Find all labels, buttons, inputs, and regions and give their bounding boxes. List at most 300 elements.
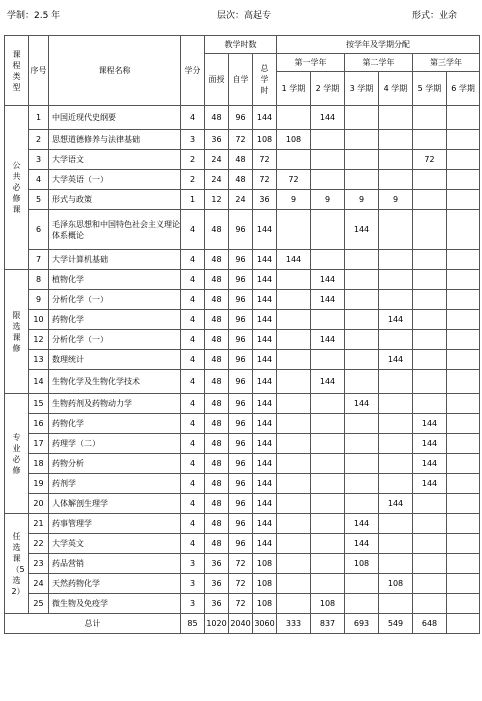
total-hours-cell: 72 xyxy=(253,150,277,170)
term-1-cell xyxy=(277,290,311,310)
table-row xyxy=(5,150,480,170)
total-hours-cell: 144 xyxy=(253,394,277,414)
total-hours-cell: 108 xyxy=(253,574,277,594)
term-2-cell xyxy=(311,434,345,454)
term-4-cell xyxy=(379,554,413,574)
term-1-cell xyxy=(277,106,311,130)
term-1-cell: 144 xyxy=(277,250,311,270)
course-name-cell: 药物化学 xyxy=(49,310,181,330)
table-row xyxy=(5,454,480,474)
term-4-cell: 144 xyxy=(379,350,413,370)
term-4-cell xyxy=(379,534,413,554)
credit-cell: 3 xyxy=(181,594,205,614)
credit-cell: 4 xyxy=(181,370,205,394)
total-hours-cell: 144 xyxy=(253,494,277,514)
seq-cell: 4 xyxy=(29,170,49,190)
term-5-cell: 72 xyxy=(413,150,447,170)
term-2-cell xyxy=(311,250,345,270)
term-4-cell xyxy=(379,394,413,414)
self-study-cell: 96 xyxy=(229,250,253,270)
term-3-cell xyxy=(345,414,379,434)
term-1-cell xyxy=(277,414,311,434)
self-study-cell: 96 xyxy=(229,534,253,554)
table-row xyxy=(5,330,480,350)
lecture-cell: 24 xyxy=(205,150,229,170)
course-name-cell: 生物药剂及药物动力学 xyxy=(49,394,181,414)
header-term: 5 学期 xyxy=(413,72,447,106)
lecture-cell: 48 xyxy=(205,250,229,270)
self-study-cell: 96 xyxy=(229,290,253,310)
course-name-cell: 大学英文 xyxy=(49,534,181,554)
header-meta xyxy=(0,0,482,30)
course-name-cell: 毛泽东思想和中国特色社会主义理论体系概论 xyxy=(49,210,181,250)
term-3-cell xyxy=(345,130,379,150)
total-term-5-cell: 648 xyxy=(413,614,447,634)
self-study-cell: 96 xyxy=(229,210,253,250)
table-row xyxy=(5,250,480,270)
lecture-cell: 48 xyxy=(205,534,229,554)
term-2-cell xyxy=(311,310,345,330)
credit-cell: 3 xyxy=(181,574,205,594)
lecture-cell: 48 xyxy=(205,210,229,250)
term-6-cell xyxy=(447,414,480,434)
credit-cell: 2 xyxy=(181,170,205,190)
total-term-3-cell: 693 xyxy=(345,614,379,634)
lecture-cell: 36 xyxy=(205,554,229,574)
table-row xyxy=(5,106,480,130)
lecture-cell: 48 xyxy=(205,330,229,350)
self-study-cell: 96 xyxy=(229,350,253,370)
table-row xyxy=(5,514,480,534)
course-category-cell: 限选课修 xyxy=(5,270,29,394)
course-name-cell: 中国近现代史纲要 xyxy=(49,106,181,130)
term-2-cell xyxy=(311,574,345,594)
term-2-cell xyxy=(311,170,345,190)
form-label: 形式：业余 xyxy=(412,11,458,21)
term-2-cell xyxy=(311,514,345,534)
lecture-cell: 48 xyxy=(205,370,229,394)
term-3-cell xyxy=(345,454,379,474)
term-6-cell xyxy=(447,130,480,150)
lecture-cell: 48 xyxy=(205,310,229,330)
term-3-cell: 144 xyxy=(345,514,379,534)
seq-cell: 24 xyxy=(29,574,49,594)
term-1-cell xyxy=(277,270,311,290)
term-1-cell: 108 xyxy=(277,130,311,150)
term-5-cell xyxy=(413,130,447,150)
total-hours-cell: 108 xyxy=(253,594,277,614)
term-5-cell xyxy=(413,270,447,290)
lecture-cell: 48 xyxy=(205,514,229,534)
term-2-cell: 144 xyxy=(311,270,345,290)
term-2-cell xyxy=(311,394,345,414)
self-study-cell: 96 xyxy=(229,494,253,514)
term-2-cell xyxy=(311,474,345,494)
term-4-cell xyxy=(379,150,413,170)
term-3-cell: 144 xyxy=(345,210,379,250)
term-4-cell: 144 xyxy=(379,310,413,330)
term-2-cell xyxy=(311,150,345,170)
term-1-cell: 72 xyxy=(277,170,311,190)
term-1-cell xyxy=(277,514,311,534)
term-6-cell xyxy=(447,394,480,414)
credit-cell: 4 xyxy=(181,270,205,290)
seq-cell: 16 xyxy=(29,414,49,434)
credit-cell: 4 xyxy=(181,514,205,534)
course-name-cell: 药物化学 xyxy=(49,414,181,434)
course-name-cell: 数理统计 xyxy=(49,350,181,370)
table-row xyxy=(5,474,480,494)
table-row xyxy=(5,594,480,614)
table-row xyxy=(5,434,480,454)
total-hours-cell: 144 xyxy=(253,350,277,370)
header-hours-group: 教学时数 xyxy=(205,36,277,54)
header-self-study: 自学 xyxy=(229,54,253,106)
total-hours-cell: 108 xyxy=(253,130,277,150)
seq-cell: 17 xyxy=(29,434,49,454)
header-term: 1 学期 xyxy=(277,72,311,106)
term-5-cell xyxy=(413,514,447,534)
term-1-cell xyxy=(277,330,311,350)
term-2-cell xyxy=(311,554,345,574)
term-4-cell xyxy=(379,474,413,494)
term-3-cell xyxy=(345,330,379,350)
total-hours-cell: 72 xyxy=(253,170,277,190)
term-5-cell xyxy=(413,534,447,554)
totals-row xyxy=(5,614,480,634)
lecture-cell: 48 xyxy=(205,290,229,310)
term-3-cell xyxy=(345,310,379,330)
term-1-cell xyxy=(277,494,311,514)
term-3-cell xyxy=(345,170,379,190)
header-total-hours: 总学时 xyxy=(253,54,277,106)
term-4-cell xyxy=(379,514,413,534)
seq-cell: 20 xyxy=(29,494,49,514)
header-year-2: 第二学年 xyxy=(345,54,413,72)
table-row xyxy=(5,554,480,574)
term-3-cell xyxy=(345,494,379,514)
course-category-cell: 专业必修 xyxy=(5,394,29,514)
term-6-cell xyxy=(447,310,480,330)
term-4-cell xyxy=(379,330,413,350)
term-4-cell: 9 xyxy=(379,190,413,210)
term-1-cell xyxy=(277,554,311,574)
term-3-cell: 144 xyxy=(345,534,379,554)
self-study-cell: 96 xyxy=(229,310,253,330)
term-6-cell xyxy=(447,534,480,554)
seq-cell: 9 xyxy=(29,290,49,310)
credit-cell: 4 xyxy=(181,106,205,130)
term-5-cell xyxy=(413,290,447,310)
term-3-cell xyxy=(345,150,379,170)
term-4-cell xyxy=(379,434,413,454)
lecture-cell: 48 xyxy=(205,106,229,130)
term-6-cell xyxy=(447,434,480,454)
seq-cell: 5 xyxy=(29,190,49,210)
lecture-cell: 12 xyxy=(205,190,229,210)
term-5-cell xyxy=(413,350,447,370)
self-study-cell: 96 xyxy=(229,270,253,290)
term-6-cell xyxy=(447,514,480,534)
seq-cell: 22 xyxy=(29,534,49,554)
term-3-cell xyxy=(345,350,379,370)
total-hours-cell: 144 xyxy=(253,534,277,554)
curriculum-table xyxy=(4,35,480,634)
term-1-cell xyxy=(277,150,311,170)
course-name-cell: 形式与政策 xyxy=(49,190,181,210)
term-4-cell: 144 xyxy=(379,494,413,514)
self-study-cell: 72 xyxy=(229,554,253,574)
term-3-cell xyxy=(345,434,379,454)
course-name-cell: 大学语文 xyxy=(49,150,181,170)
credit-cell: 4 xyxy=(181,494,205,514)
total-hours-cell: 144 xyxy=(253,414,277,434)
term-6-cell xyxy=(447,330,480,350)
credit-cell: 4 xyxy=(181,210,205,250)
term-4-cell xyxy=(379,170,413,190)
term-3-cell xyxy=(345,250,379,270)
self-study-cell: 72 xyxy=(229,574,253,594)
term-6-cell xyxy=(447,474,480,494)
seq-cell: 2 xyxy=(29,130,49,150)
term-3-cell xyxy=(345,574,379,594)
credit-cell: 4 xyxy=(181,330,205,350)
term-6-cell xyxy=(447,574,480,594)
term-5-cell xyxy=(413,370,447,394)
lecture-cell: 48 xyxy=(205,434,229,454)
course-name-cell: 思想道德修养与法律基础 xyxy=(49,130,181,150)
table-row xyxy=(5,190,480,210)
header-term: 6 学期 xyxy=(447,72,480,106)
total-hours-cell: 144 xyxy=(253,290,277,310)
term-6-cell xyxy=(447,270,480,290)
total-term-6-cell xyxy=(447,614,480,634)
term-1-cell xyxy=(277,370,311,394)
term-3-cell xyxy=(345,474,379,494)
term-1-cell: 9 xyxy=(277,190,311,210)
term-1-cell xyxy=(277,474,311,494)
self-study-cell: 96 xyxy=(229,434,253,454)
course-name-cell: 植物化学 xyxy=(49,270,181,290)
term-6-cell xyxy=(447,170,480,190)
seq-cell: 6 xyxy=(29,210,49,250)
total-total-hours-cell: 3060 xyxy=(253,614,277,634)
term-5-cell xyxy=(413,210,447,250)
course-name-cell: 微生物及免疫学 xyxy=(49,594,181,614)
credit-cell: 4 xyxy=(181,350,205,370)
lecture-cell: 48 xyxy=(205,414,229,434)
lecture-cell: 36 xyxy=(205,130,229,150)
total-hours-cell: 144 xyxy=(253,370,277,394)
term-1-cell xyxy=(277,454,311,474)
total-self-study-cell: 2040 xyxy=(229,614,253,634)
seq-cell: 13 xyxy=(29,350,49,370)
course-name-cell: 药物分析 xyxy=(49,454,181,474)
credit-cell: 4 xyxy=(181,310,205,330)
term-4-cell xyxy=(379,250,413,270)
total-credit-cell: 85 xyxy=(181,614,205,634)
header-year-1: 第一学年 xyxy=(277,54,345,72)
table-row xyxy=(5,310,480,330)
credit-cell: 2 xyxy=(181,150,205,170)
self-study-cell: 96 xyxy=(229,454,253,474)
term-4-cell xyxy=(379,106,413,130)
term-1-cell xyxy=(277,594,311,614)
course-category-cell: 公共必修课 xyxy=(5,106,29,270)
table-row xyxy=(5,130,480,150)
seq-cell: 23 xyxy=(29,554,49,574)
total-hours-cell: 144 xyxy=(253,474,277,494)
term-5-cell xyxy=(413,190,447,210)
term-3-cell xyxy=(345,290,379,310)
seq-cell: 15 xyxy=(29,394,49,414)
term-3-cell: 144 xyxy=(345,394,379,414)
table-row xyxy=(5,494,480,514)
total-hours-cell: 36 xyxy=(253,190,277,210)
term-4-cell xyxy=(379,454,413,474)
header-distribution-group: 按学年及学期分配 xyxy=(277,36,480,54)
self-study-cell: 72 xyxy=(229,130,253,150)
self-study-cell: 48 xyxy=(229,170,253,190)
term-4-cell xyxy=(379,130,413,150)
total-term-2-cell: 837 xyxy=(311,614,345,634)
term-1-cell xyxy=(277,574,311,594)
lecture-cell: 48 xyxy=(205,494,229,514)
term-2-cell xyxy=(311,454,345,474)
term-6-cell xyxy=(447,554,480,574)
seq-cell: 19 xyxy=(29,474,49,494)
table-row xyxy=(5,210,480,250)
term-4-cell xyxy=(379,414,413,434)
credit-cell: 4 xyxy=(181,434,205,454)
total-hours-cell: 108 xyxy=(253,554,277,574)
term-2-cell: 108 xyxy=(311,594,345,614)
term-6-cell xyxy=(447,190,480,210)
seq-cell: 21 xyxy=(29,514,49,534)
seq-cell: 14 xyxy=(29,370,49,394)
total-term-1-cell: 333 xyxy=(277,614,311,634)
seq-cell: 3 xyxy=(29,150,49,170)
table-row xyxy=(5,290,480,310)
term-6-cell xyxy=(447,350,480,370)
term-6-cell xyxy=(447,370,480,394)
header-term: 4 学期 xyxy=(379,72,413,106)
header-term: 2 学期 xyxy=(311,72,345,106)
term-4-cell xyxy=(379,290,413,310)
term-4-cell xyxy=(379,210,413,250)
total-hours-cell: 144 xyxy=(253,210,277,250)
term-5-cell: 144 xyxy=(413,414,447,434)
self-study-cell: 96 xyxy=(229,330,253,350)
credit-cell: 4 xyxy=(181,414,205,434)
term-6-cell xyxy=(447,594,480,614)
term-4-cell: 108 xyxy=(379,574,413,594)
totals-label: 总计 xyxy=(5,614,181,634)
credit-cell: 1 xyxy=(181,190,205,210)
lecture-cell: 48 xyxy=(205,350,229,370)
term-4-cell xyxy=(379,270,413,290)
term-6-cell xyxy=(447,250,480,270)
lecture-cell: 48 xyxy=(205,270,229,290)
term-6-cell xyxy=(447,106,480,130)
self-study-cell: 24 xyxy=(229,190,253,210)
course-name-cell: 药剂学 xyxy=(49,474,181,494)
course-name-cell: 分析化学（一） xyxy=(49,330,181,350)
total-lecture-cell: 1020 xyxy=(205,614,229,634)
term-2-cell xyxy=(311,210,345,250)
term-2-cell: 144 xyxy=(311,106,345,130)
lecture-cell: 36 xyxy=(205,594,229,614)
term-5-cell xyxy=(413,330,447,350)
total-hours-cell: 144 xyxy=(253,310,277,330)
lecture-cell: 36 xyxy=(205,574,229,594)
total-term-4-cell: 549 xyxy=(379,614,413,634)
header-lecture: 面授 xyxy=(205,54,229,106)
seq-cell: 7 xyxy=(29,250,49,270)
term-2-cell xyxy=(311,350,345,370)
table-row xyxy=(5,370,480,394)
total-hours-cell: 144 xyxy=(253,270,277,290)
seq-cell: 10 xyxy=(29,310,49,330)
term-5-cell: 144 xyxy=(413,454,447,474)
level-label: 层次：高起专 xyxy=(217,11,272,21)
self-study-cell: 96 xyxy=(229,474,253,494)
term-2-cell xyxy=(311,414,345,434)
course-category-cell: 任选课（5选2） xyxy=(5,514,29,614)
table-row xyxy=(5,170,480,190)
table-row xyxy=(5,350,480,370)
term-2-cell: 9 xyxy=(311,190,345,210)
term-5-cell xyxy=(413,554,447,574)
seq-cell: 8 xyxy=(29,270,49,290)
course-name-cell: 大学计算机基础 xyxy=(49,250,181,270)
term-6-cell xyxy=(447,210,480,250)
term-1-cell xyxy=(277,394,311,414)
header-course-name: 课程名称 xyxy=(49,36,181,106)
term-2-cell xyxy=(311,130,345,150)
credit-cell: 4 xyxy=(181,394,205,414)
duration-label: 学制：2.5 年 xyxy=(7,11,61,21)
header-term: 3 学期 xyxy=(345,72,379,106)
credit-cell: 4 xyxy=(181,454,205,474)
total-hours-cell: 144 xyxy=(253,514,277,534)
credit-cell: 4 xyxy=(181,250,205,270)
term-6-cell xyxy=(447,150,480,170)
self-study-cell: 72 xyxy=(229,594,253,614)
term-3-cell xyxy=(345,106,379,130)
credit-cell: 4 xyxy=(181,290,205,310)
term-3-cell xyxy=(345,270,379,290)
term-2-cell xyxy=(311,534,345,554)
term-3-cell: 108 xyxy=(345,554,379,574)
seq-cell: 1 xyxy=(29,106,49,130)
total-hours-cell: 144 xyxy=(253,330,277,350)
term-5-cell xyxy=(413,170,447,190)
course-name-cell: 人体解剖生理学 xyxy=(49,494,181,514)
term-5-cell xyxy=(413,574,447,594)
self-study-cell: 96 xyxy=(229,106,253,130)
header-year-3: 第三学年 xyxy=(413,54,480,72)
term-6-cell xyxy=(447,494,480,514)
header-credit: 学分 xyxy=(181,36,205,106)
term-1-cell xyxy=(277,534,311,554)
credit-cell: 4 xyxy=(181,474,205,494)
table-row xyxy=(5,270,480,290)
term-1-cell xyxy=(277,434,311,454)
lecture-cell: 48 xyxy=(205,394,229,414)
header-seq: 序号 xyxy=(29,36,49,106)
term-3-cell xyxy=(345,594,379,614)
